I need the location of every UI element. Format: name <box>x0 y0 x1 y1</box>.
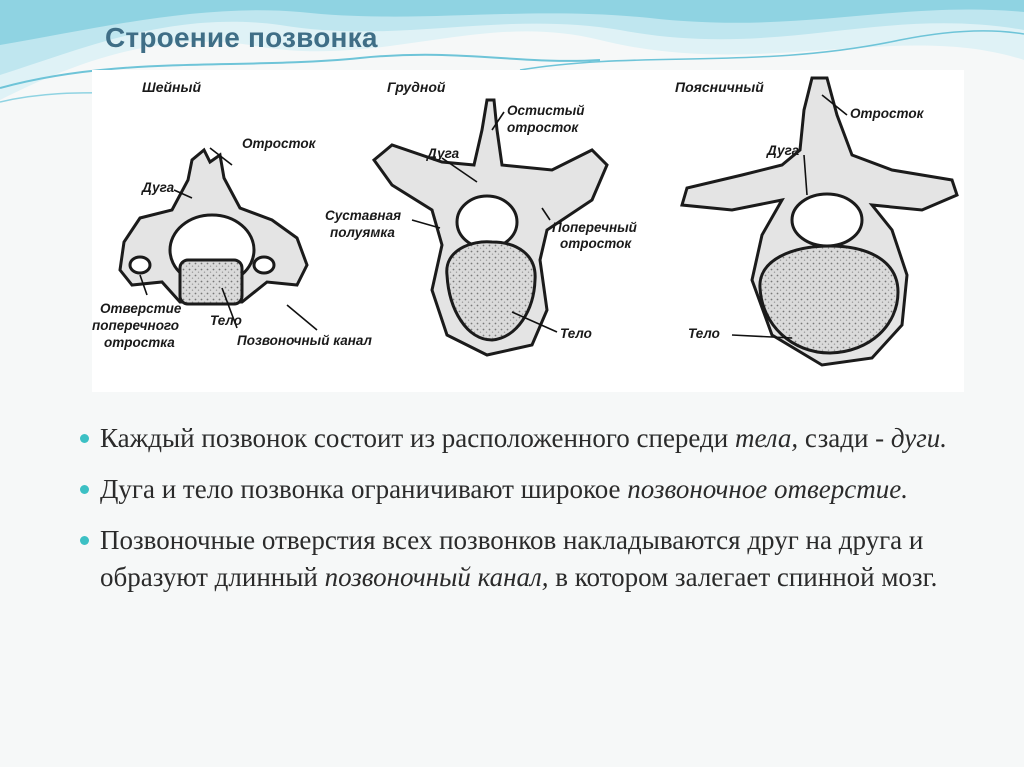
bullet-item-1: Каждый позвонок состоит из расположенного спереди тела, сзади - дуги. <box>78 420 988 457</box>
label-cervical-body: Тело <box>210 313 242 328</box>
label-thoracic-facet-1: Суставная <box>325 208 402 223</box>
bullet-list <box>78 420 988 610</box>
label-lumbar: Поясничный <box>675 79 764 95</box>
vertebra-illustration <box>92 70 964 392</box>
label-lumbar-process: Отросток <box>850 106 924 121</box>
label-thoracic-spinous-2: отросток <box>507 120 579 135</box>
label-thoracic-spinous-1: Остистый <box>507 103 585 118</box>
vertebra-diagram <box>92 70 964 392</box>
label-cervical: Шейный <box>142 79 202 95</box>
label-lumbar-body: Тело <box>688 326 720 341</box>
label-thoracic-facet-2: полуямка <box>330 225 395 240</box>
label-cervical-foramen-2: поперечного <box>92 318 180 333</box>
slide-title: Строение позвонка <box>105 22 378 53</box>
label-thoracic-transverse-1: Поперечный <box>552 220 637 235</box>
label-cervical-arch: Дуга <box>142 180 175 195</box>
label-lumbar-arch: Дуга <box>767 143 800 158</box>
label-cervical-canal: Позвоночный канал <box>237 333 372 348</box>
label-thoracic-body: Тело <box>560 326 592 341</box>
bullet-item-2: Дуга и тело позвонка ограничивают широкое позвоночное отверстие. <box>78 471 988 508</box>
lumbar-vertebra <box>682 78 957 365</box>
cervical-vertebra <box>120 150 307 304</box>
label-cervical-process: Отросток <box>242 136 316 151</box>
bullet-dot-icon <box>80 485 89 494</box>
label-thoracic-transverse-2: отросток <box>560 236 632 251</box>
bullet-item-3: Позвоночные отверстия всех позвонков накладываются друг на друга и образуют длинный позвоночный канал, в котором залегает спинной мозг. <box>78 522 988 596</box>
label-thoracic-arch: Дуга <box>427 146 460 161</box>
label-thoracic: Грудной <box>387 79 446 95</box>
label-cervical-foramen-3: отростка <box>104 335 175 350</box>
label-cervical-foramen-1: Отверстие <box>100 301 182 316</box>
bullet-dot-icon <box>80 536 89 545</box>
bullet-dot-icon <box>80 434 89 443</box>
